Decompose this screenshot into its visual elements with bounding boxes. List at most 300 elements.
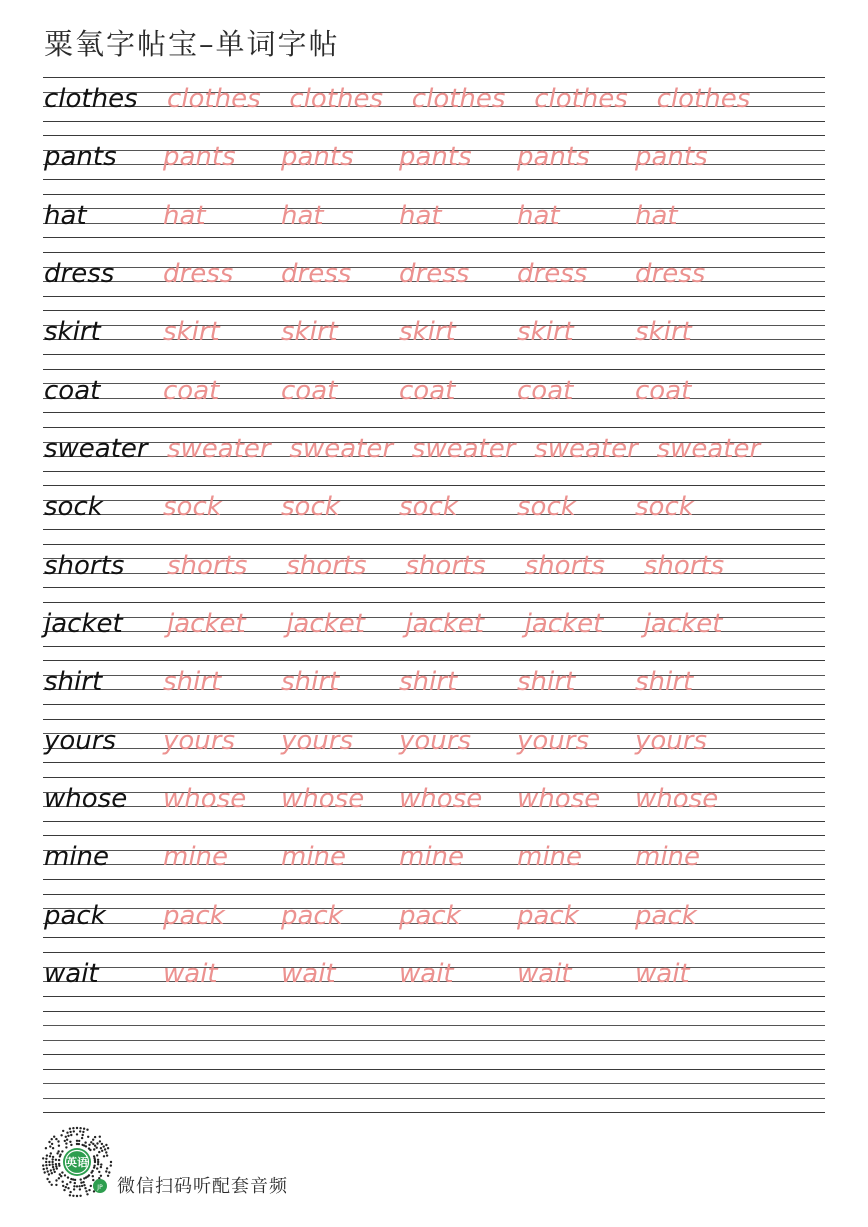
- qr-dot: [66, 1139, 68, 1141]
- qr-dot: [96, 1147, 98, 1149]
- qr-dot: [110, 1161, 112, 1163]
- trace-word: pack: [517, 900, 579, 931]
- word-row: [43, 129, 825, 187]
- qr-dot: [56, 1167, 58, 1169]
- qr-dot: [78, 1140, 80, 1142]
- trace-word: pants: [635, 142, 708, 173]
- qr-dot: [53, 1168, 55, 1170]
- qr-dot: [103, 1155, 105, 1157]
- trace-word: pack: [635, 900, 697, 931]
- qr-dot: [83, 1184, 85, 1186]
- ruling-line: [43, 252, 825, 253]
- word-row: [43, 596, 825, 654]
- qr-dot: [104, 1148, 106, 1150]
- ruling-line: [43, 121, 825, 122]
- qr-dot: [83, 1177, 85, 1179]
- qr-dot: [45, 1164, 47, 1166]
- ruling-line: [43, 835, 825, 836]
- qr-dot: [101, 1150, 103, 1152]
- model-word: sweater: [44, 434, 148, 465]
- trace-word: wait: [635, 959, 690, 990]
- trace-word: dress: [517, 259, 588, 290]
- qr-dot: [65, 1146, 67, 1148]
- ruling-line: [43, 194, 825, 195]
- qr-dot: [69, 1191, 71, 1193]
- trace-word: whose: [399, 784, 483, 815]
- qr-dot: [72, 1127, 74, 1129]
- qr-dot: [81, 1185, 83, 1187]
- qr-dot: [51, 1172, 53, 1174]
- qr-corner-label: JP: [97, 1184, 103, 1191]
- qr-dot: [48, 1173, 50, 1175]
- qr-dot: [100, 1166, 102, 1168]
- qr-dot: [84, 1187, 86, 1189]
- qr-dot: [69, 1131, 71, 1133]
- trace-word: clothes: [534, 84, 628, 114]
- qr-dot: [67, 1187, 69, 1189]
- trace-word: jacket: [643, 609, 723, 640]
- model-word: mine: [44, 842, 110, 873]
- qr-dot: [52, 1156, 54, 1158]
- trace-word: pack: [163, 900, 225, 931]
- qr-dot: [59, 1154, 61, 1156]
- qr-dot: [73, 1130, 75, 1132]
- qr-dot: [48, 1164, 50, 1166]
- qr-dot: [47, 1170, 49, 1172]
- qr-dot: [65, 1136, 67, 1138]
- model-word: jacket: [44, 609, 123, 640]
- trace-word: sock: [635, 492, 694, 523]
- ruling-line: [43, 1069, 825, 1070]
- trace-word: sweater: [289, 434, 394, 465]
- ruling-line: [43, 1054, 825, 1055]
- footer: [41, 1126, 441, 1206]
- qr-dot: [100, 1163, 102, 1165]
- trace-word: coat: [163, 375, 220, 406]
- qr-dot: [67, 1176, 69, 1178]
- qr-dot: [67, 1135, 69, 1137]
- trace-word: pack: [399, 900, 461, 931]
- qr-dot: [65, 1142, 67, 1144]
- trace-word: sock: [163, 492, 222, 523]
- trace-word: skirt: [635, 317, 692, 348]
- trace-word: pants: [399, 142, 472, 173]
- qr-dot: [51, 1184, 53, 1186]
- qr-dot: [42, 1164, 44, 1166]
- model-word: dress: [44, 259, 115, 290]
- qr-dot: [73, 1185, 75, 1187]
- trace-word: clothes: [289, 84, 384, 114]
- qr-dot: [89, 1149, 91, 1151]
- qr-dot: [100, 1147, 102, 1149]
- qr-dot: [105, 1151, 107, 1153]
- qr-dot: [65, 1186, 67, 1188]
- qr-dot: [60, 1134, 62, 1136]
- model-word: sock: [44, 492, 103, 523]
- qr-dot: [110, 1164, 112, 1166]
- qr-dot: [76, 1185, 78, 1187]
- scan-instruction: 微信扫码听配套音频: [117, 1176, 288, 1197]
- word-row: [43, 654, 825, 712]
- practice-sheet: [43, 71, 825, 1121]
- qr-dot: [76, 1140, 78, 1142]
- qr-dot: [101, 1143, 103, 1145]
- qr-dot: [54, 1171, 56, 1173]
- qr-dot: [76, 1127, 78, 1129]
- qr-dot: [98, 1151, 100, 1153]
- ruling-line: [43, 894, 825, 895]
- trace-word: yours: [163, 725, 236, 756]
- model-word: wait: [44, 959, 99, 990]
- trace-word: shirt: [399, 667, 458, 698]
- qr-dot: [106, 1167, 108, 1169]
- qr-dot: [83, 1128, 85, 1130]
- trace-word: mine: [281, 842, 347, 873]
- qr-dot: [85, 1145, 87, 1147]
- blank-row: [43, 1063, 825, 1121]
- qr-dot: [106, 1154, 108, 1156]
- qr-dot: [88, 1144, 90, 1146]
- trace-word: whose: [163, 784, 247, 815]
- qr-dot: [66, 1132, 68, 1134]
- qr-dot: [82, 1181, 84, 1183]
- qr-dot: [63, 1189, 65, 1191]
- word-row: [43, 304, 825, 362]
- qr-dot: [70, 1134, 72, 1136]
- qr-dot: [57, 1150, 59, 1152]
- ruling-line: [43, 646, 825, 647]
- qr-dot: [50, 1169, 52, 1171]
- qr-dot: [82, 1134, 84, 1136]
- trace-word: clothes: [167, 84, 261, 114]
- word-row: [43, 246, 825, 304]
- qr-dot: [80, 1178, 82, 1180]
- trace-word: shorts: [167, 550, 248, 581]
- ruling-line: [43, 660, 825, 661]
- qr-dot: [82, 1131, 84, 1133]
- qr-dot: [88, 1189, 90, 1191]
- trace-word: shirt: [163, 667, 222, 698]
- qr-dot: [79, 1195, 81, 1197]
- model-word: shorts: [44, 550, 125, 581]
- trace-word: shirt: [517, 667, 576, 698]
- trace-word: coat: [399, 375, 456, 406]
- qr-dot: [69, 1194, 71, 1196]
- ruling-line: [43, 777, 825, 778]
- ruling-line: [43, 354, 825, 355]
- word-row: [43, 538, 825, 596]
- qr-dot: [79, 1188, 81, 1190]
- qr-dot: [53, 1136, 55, 1138]
- model-word: pants: [44, 142, 117, 173]
- word-row: [43, 479, 825, 537]
- ruling-line: [43, 369, 825, 370]
- qr-dot: [55, 1165, 57, 1167]
- qr-dot: [58, 1145, 60, 1147]
- qr-dot: [78, 1143, 80, 1145]
- qr-dot: [107, 1175, 109, 1177]
- qr-dot: [59, 1173, 61, 1175]
- qr-dot: [52, 1166, 54, 1168]
- trace-word: dress: [281, 259, 352, 290]
- trace-word: mine: [517, 842, 583, 873]
- ruling-line: [43, 821, 825, 822]
- qr-dot: [81, 1137, 83, 1139]
- ruling-line: [43, 471, 825, 472]
- model-word: skirt: [44, 317, 101, 348]
- qr-dot: [84, 1141, 86, 1143]
- ruling-line: [43, 704, 825, 705]
- ruling-line: [43, 310, 825, 311]
- trace-word: hat: [281, 200, 324, 231]
- qr-dot: [97, 1159, 99, 1161]
- qr-dot: [92, 1179, 94, 1181]
- qr-dot: [46, 1154, 48, 1156]
- trace-word: sweater: [167, 434, 271, 465]
- trace-word: sock: [399, 492, 458, 523]
- qr-dot: [72, 1195, 74, 1197]
- qr-dot: [80, 1182, 82, 1184]
- ruling-line: [43, 135, 825, 136]
- qr-dot: [74, 1182, 76, 1184]
- qr-dot: [45, 1161, 47, 1163]
- ruling-line: [43, 77, 825, 78]
- trace-word: mine: [635, 842, 701, 873]
- qr-dot: [62, 1185, 64, 1187]
- trace-word: jacket: [405, 609, 485, 640]
- ruling-line: [43, 296, 825, 297]
- trace-word: sweater: [656, 434, 761, 465]
- qr-dot: [51, 1138, 53, 1140]
- word-row: [43, 771, 825, 829]
- qr-dot: [61, 1171, 63, 1173]
- trace-word: mine: [163, 842, 229, 873]
- qr-dot: [64, 1174, 66, 1176]
- ruling-line: [43, 587, 825, 588]
- qr-dot: [90, 1185, 92, 1187]
- qr-dot: [108, 1171, 110, 1173]
- qr-dot: [90, 1171, 92, 1173]
- qr-dot: [58, 1177, 60, 1179]
- qr-dot: [48, 1181, 50, 1183]
- qr-dot: [99, 1140, 101, 1142]
- qr-dot: [46, 1167, 48, 1169]
- trace-word: shirt: [281, 667, 340, 698]
- ruling-line: [43, 762, 825, 763]
- ruling-line: [43, 1083, 825, 1084]
- trace-word: coat: [281, 375, 338, 406]
- trace-word: hat: [635, 200, 678, 231]
- blank-row: [43, 1005, 825, 1063]
- qr-dot: [90, 1141, 92, 1143]
- qr-dot: [69, 1128, 71, 1130]
- trace-word: whose: [635, 784, 719, 815]
- trace-word: jacket: [524, 609, 604, 640]
- trace-word: whose: [517, 784, 601, 815]
- trace-word: yours: [635, 725, 708, 756]
- trace-word: yours: [517, 725, 590, 756]
- trace-word: hat: [517, 200, 560, 231]
- trace-word: shorts: [643, 550, 725, 581]
- trace-word: skirt: [399, 317, 456, 348]
- qr-dot: [45, 1147, 47, 1149]
- ruling-line: [43, 1098, 825, 1099]
- qr-dot: [79, 1130, 81, 1132]
- ruling-line: [43, 996, 825, 997]
- model-word: coat: [44, 375, 101, 406]
- qr-dot: [62, 1130, 64, 1132]
- trace-word: shorts: [286, 550, 367, 581]
- qr-dot: [58, 1163, 60, 1165]
- qr-dot: [48, 1141, 50, 1143]
- qr-dot: [52, 1158, 54, 1160]
- ruling-line: [43, 719, 825, 720]
- trace-word: skirt: [517, 317, 574, 348]
- qr-dot: [52, 1147, 54, 1149]
- trace-word: dress: [163, 259, 234, 290]
- qr-dot: [52, 1163, 54, 1165]
- ruling-line: [43, 1040, 825, 1041]
- qr-dot: [57, 1140, 59, 1142]
- trace-word: pack: [281, 900, 343, 931]
- ruling-line: [43, 1112, 825, 1113]
- trace-word: yours: [281, 725, 354, 756]
- word-row: [43, 188, 825, 246]
- qr-dot: [92, 1139, 94, 1141]
- trace-word: shorts: [405, 550, 486, 581]
- ruling-line: [43, 427, 825, 428]
- model-word: yours: [44, 725, 117, 756]
- qr-dot: [93, 1148, 95, 1150]
- qr-dot: [55, 1163, 57, 1165]
- qr-dot: [66, 1183, 68, 1185]
- qr-dot: [51, 1143, 53, 1145]
- qr-code-icon[interactable]: [41, 1126, 113, 1198]
- trace-word: sock: [281, 492, 340, 523]
- qr-dot: [99, 1136, 101, 1138]
- qr-dot: [70, 1178, 72, 1180]
- qr-dot: [94, 1136, 96, 1138]
- qr-dot: [105, 1170, 107, 1172]
- qr-dot: [62, 1181, 64, 1183]
- trace-word: clothes: [411, 84, 506, 114]
- word-row: [43, 713, 825, 771]
- qr-dot: [97, 1161, 99, 1163]
- trace-word: dress: [399, 259, 470, 290]
- word-row: [43, 421, 825, 479]
- qr-dot: [79, 1127, 81, 1129]
- ruling-line: [43, 937, 825, 938]
- trace-word: sweater: [534, 434, 638, 465]
- word-row: [43, 363, 825, 421]
- ruling-line: [43, 237, 825, 238]
- trace-word: sock: [517, 492, 576, 523]
- qr-dot: [46, 1178, 48, 1180]
- qr-dot: [49, 1155, 51, 1157]
- ruling-line: [43, 412, 825, 413]
- qr-dot: [97, 1163, 99, 1165]
- trace-word: wait: [163, 959, 218, 990]
- qr-dot: [103, 1145, 105, 1147]
- qr-dot: [92, 1175, 94, 1177]
- qr-dot: [58, 1159, 60, 1161]
- ruling-line: [43, 952, 825, 953]
- trace-word: wait: [399, 959, 454, 990]
- qr-dot: [44, 1171, 46, 1173]
- word-row: [43, 829, 825, 887]
- qr-dot: [55, 1138, 57, 1140]
- trace-word: jacket: [286, 609, 365, 640]
- qr-dot: [43, 1168, 45, 1170]
- ruling-line: [43, 179, 825, 180]
- trace-word: pants: [163, 142, 236, 173]
- page-title: 粟氧字帖宝–单词字帖: [44, 27, 340, 61]
- qr-dot: [86, 1193, 88, 1195]
- qr-dot: [61, 1150, 63, 1152]
- trace-word: dress: [635, 259, 706, 290]
- model-word: pack: [44, 900, 106, 931]
- qr-dot: [78, 1185, 80, 1187]
- trace-word: wait: [281, 959, 336, 990]
- trace-word: jacket: [167, 609, 246, 640]
- ruling-line: [43, 1011, 825, 1012]
- qr-dot: [86, 1129, 88, 1131]
- trace-word: sweater: [411, 434, 516, 465]
- model-word: clothes: [44, 84, 138, 114]
- qr-dot: [76, 1195, 78, 1197]
- qr-dot: [96, 1154, 98, 1156]
- qr-dot: [73, 1188, 75, 1190]
- trace-word: coat: [635, 375, 692, 406]
- qr-dot: [49, 1145, 51, 1147]
- qr-dot: [51, 1161, 53, 1163]
- qr-dot: [93, 1166, 95, 1168]
- qr-dot: [105, 1144, 107, 1146]
- qr-dot: [48, 1161, 50, 1163]
- qr-dot: [107, 1147, 109, 1149]
- trace-word: mine: [399, 842, 465, 873]
- qr-dot: [55, 1159, 57, 1161]
- qr-dot: [76, 1133, 78, 1135]
- trace-word: shirt: [635, 667, 694, 698]
- trace-word: pants: [517, 142, 590, 173]
- trace-word: wait: [517, 959, 572, 990]
- qr-badge-label: 英语: [66, 1156, 88, 1169]
- word-row: [43, 71, 825, 129]
- qr-dot: [55, 1179, 57, 1181]
- model-word: whose: [44, 784, 128, 815]
- trace-word: hat: [399, 200, 442, 231]
- trace-word: pants: [281, 142, 354, 173]
- qr-dot: [85, 1190, 87, 1192]
- word-row: [43, 946, 825, 1004]
- ruling-line: [43, 544, 825, 545]
- qr-dot: [50, 1152, 52, 1154]
- qr-dot: [45, 1158, 47, 1160]
- trace-word: skirt: [163, 317, 220, 348]
- ruling-line: [43, 1025, 825, 1026]
- qr-dot: [69, 1181, 71, 1183]
- qr-dot: [70, 1144, 72, 1146]
- ruling-line: [43, 529, 825, 530]
- trace-word: whose: [281, 784, 365, 815]
- trace-word: hat: [163, 200, 206, 231]
- qr-dot: [87, 1136, 89, 1138]
- model-word: hat: [44, 200, 87, 231]
- qr-dot: [94, 1159, 96, 1161]
- qr-dot: [96, 1167, 98, 1169]
- trace-word: shorts: [524, 550, 605, 581]
